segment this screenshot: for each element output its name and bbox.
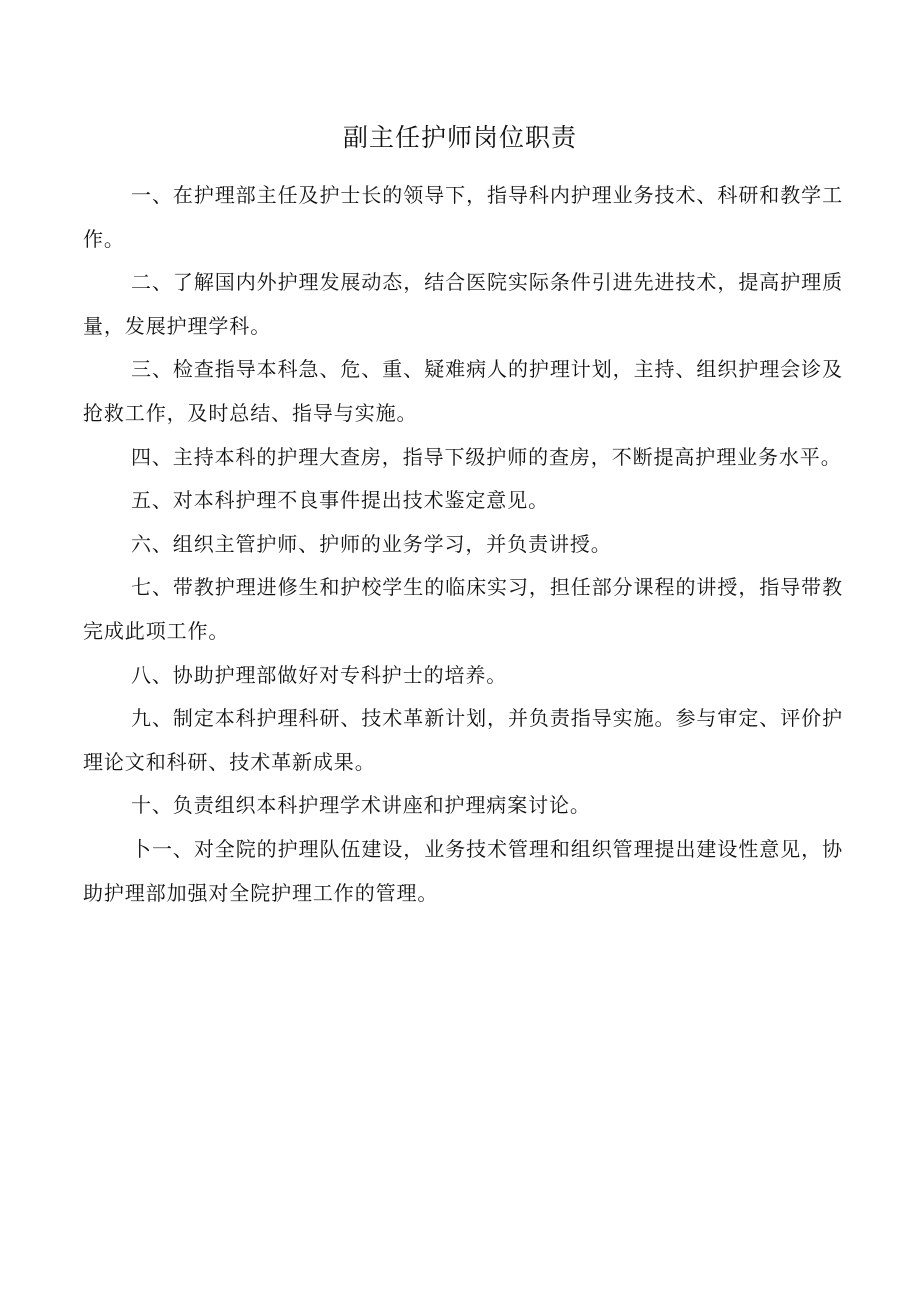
duty-paragraph-4: 四、主持本科的护理大查房，指导下级护师的查房，不断提高护理业务水平。 — [131, 444, 842, 469]
duty-paragraph-8: 八、协助护理部做好对专科护士的培养。 — [131, 662, 508, 687]
duty-paragraph-5: 五、对本科护理不良事件提出技术鉴定意见。 — [131, 488, 549, 513]
duty-paragraph-1: 一、在护理部主任及护士长的领导下，指导科内护理业务技术、科研和教学工作。 — [83, 183, 843, 251]
duty-paragraph-9: 九、制定本科护理科研、技术革新计划，并负责指导实施。参与审定、评价护理论文和科研、技术革新成果。 — [83, 706, 843, 774]
duty-paragraph-2: 二、了解国内外护理发展动态，结合医院实际条件引进先进技术，提高护理质量，发展护理学科。 — [83, 270, 843, 338]
duty-paragraph-6: 六、组织主管护师、护师的业务学习，并负责讲授。 — [131, 531, 612, 556]
document-body — [83, 174, 843, 915]
document-title: 副主任护师岗位职责 — [342, 123, 577, 152]
duty-paragraph-10: 十、负责组织本科护理学术讲座和护理病案讨论。 — [131, 793, 591, 818]
duty-paragraph-7: 七、带教护理进修生和护校学生的临床实习，担任部分课程的讲授，指导带教完成此项工作。 — [83, 575, 843, 643]
duty-paragraph-11: 卜一、对全院的护理队伍建设，业务技术管理和组织管理提出建设性意见，协助护理部加强对全院护理工作的管理。 — [83, 836, 843, 905]
duty-paragraph-3: 三、检查指导本科急、危、重、疑难病人的护理计划，主持、组织护理会诊及抢救工作，及时总结、指导与实施。 — [83, 357, 843, 425]
